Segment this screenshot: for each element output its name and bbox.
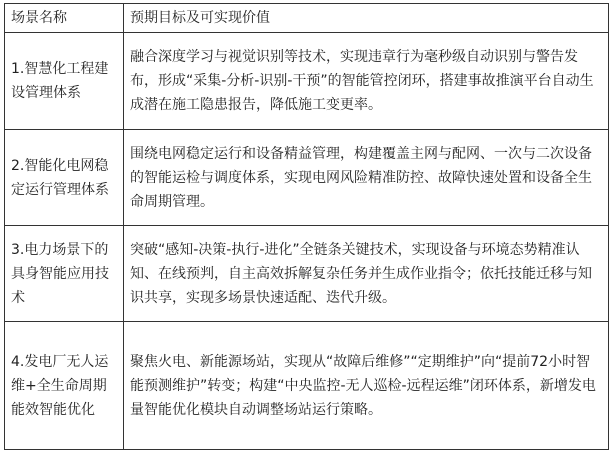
table-row	[5, 226, 609, 322]
scenario-name: 4.发电厂无人运维+全生命周期能效智能优化	[11, 353, 109, 418]
scenario-value: 融合深度学习与视觉识别等技术，实现违章行为毫秒级自动识别与警告发布，形成“采集-分析-识别-干预”的智能管控闭环，搭建事故推演平台自动生成潜在施工隐患报告，降低施工变更率。	[130, 49, 594, 113]
table-header-row	[5, 4, 609, 33]
scenario-name: 1.智慧化工程建设管理体系	[11, 61, 109, 101]
scenario-name-cell	[5, 226, 124, 322]
scenario-name: 3.电力场景下的具身智能应用技术	[11, 241, 109, 306]
scenario-name-cell	[5, 130, 124, 226]
table-row	[5, 322, 609, 450]
scenario-name-cell	[5, 322, 124, 450]
scenario-value-cell	[124, 226, 609, 322]
table-row	[5, 130, 609, 226]
header-expected-value: 预期目标及可实现价值	[124, 4, 609, 33]
scenario-value: 聚焦火电、新能源场站，实现从“故障后维修”“定期维护”向“提前72小时智能预测维护”转变；构建“中央监控-无人巡检-远程运维”闭环体系，新增发电量智能优化模块自动调整场站运行策略。	[130, 353, 596, 418]
scenario-value: 围绕电网稳定运行和设备精益管理，构建覆盖主网与配网、一次与二次设备的智能运检与调度体系，实现电网风险精准防控、故障快速处置和设备全生命周期管理。	[130, 145, 592, 210]
scenario-value-cell	[124, 130, 609, 226]
header-scenario-name: 场景名称	[5, 4, 124, 33]
scenario-value-cell	[124, 33, 609, 130]
scenario-table	[4, 3, 609, 450]
scenario-value-cell	[124, 322, 609, 450]
table-row	[5, 33, 609, 130]
scenario-name-cell	[5, 33, 124, 130]
scenario-name: 2.智能化电网稳定运行管理体系	[11, 157, 109, 198]
scenario-value: 突破“感知-决策-执行-进化”全链条关键技术，实现设备与环境态势精准认知、在线预判，自主高效拆解复杂任务并生成作业指令；依托技能迁移与知识共享，实现多场景快速适配、迭代升级。	[130, 241, 592, 306]
